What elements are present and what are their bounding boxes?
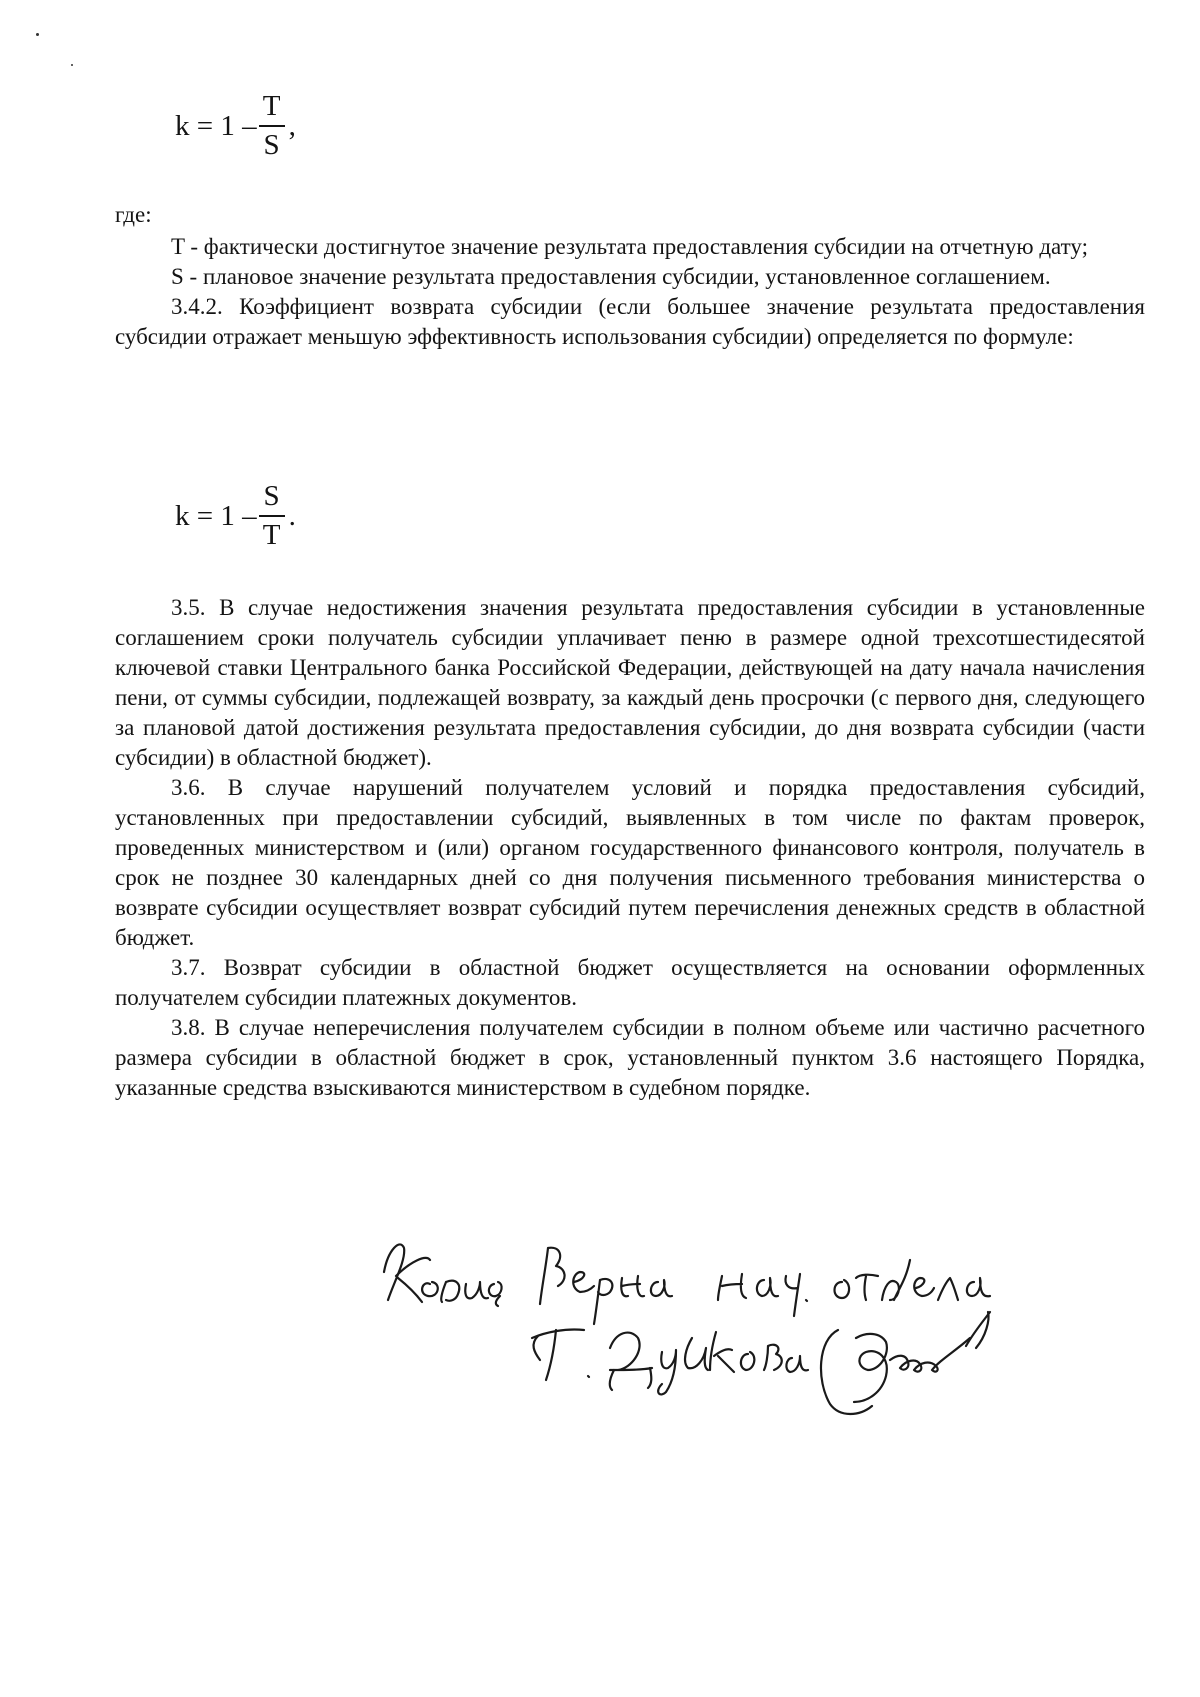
formula-1-fraction (259, 92, 285, 160)
formula-2 (175, 482, 296, 550)
clause-3-5: 3.5. В случае недостижения значения результата предоставления субсидии в установленные соглашением сроки получатель субсидии уплачивает пеню в размере одной трехсотшестидесятой ключевой ставки Центрального банка Российской Федерации, действующей на дату начала начисления пени, от суммы субсидии, подлежащей возврату, за каждый день просрочки (с первого дня, следующего за плановой датой достижения результата предоставления субсидии, до дня возврата субсидии (части субсидии) в областной бюджет). (115, 595, 1145, 770)
clause-3-6: 3.6. В случае нарушений получателем условий и порядка предоставления субсидий, установленных при предоставлении субсидий, выявленных в том числе по фактам проверок, проведенных министерством и (или) органом государственного финансового контроля, получатель в срок не позднее 30 календарных дней со дня получения письменного требования министерства о возврате субсидии осуществляет возврат субсидий путем перечисления денежных средств в областной бюджет. (115, 775, 1145, 950)
definitions-block (115, 232, 1145, 352)
formula-2-fraction (259, 482, 285, 550)
scan-speck (71, 64, 73, 66)
where-label: где: (115, 202, 152, 227)
paragraphs-block (115, 593, 1145, 1103)
definition-s: S - плановое значение результата предоставления субсидии, установленное соглашением. (171, 264, 1051, 289)
formula-1-punctuation: , (288, 109, 296, 142)
formula-2-numerator: S (263, 480, 280, 512)
scan-speck (36, 33, 39, 36)
definition-t: T - фактически достигнутое значение результата предоставления субсидии на отчетную дату; (171, 234, 1088, 259)
formula-1-numerator: T (262, 90, 281, 122)
formula-1 (175, 92, 296, 160)
formula-1-lhs: k = 1 – (175, 109, 257, 142)
formula-2-denominator: T (262, 519, 281, 551)
formula-1-denominator: S (263, 129, 280, 161)
clause-3-7: 3.7. Возврат субсидии в областной бюджет осуществляется на основании оформленных получателем субсидии платежных документов. (115, 955, 1145, 1010)
formula-2-punctuation: . (288, 499, 296, 532)
formula-2-lhs: k = 1 – (175, 499, 257, 532)
clause-3-8: 3.8. В случае неперечисления получателем субсидии в полном объеме или частично расчетного размера субсидии в областной бюджет в срок, установленный пунктом 3.6 настоящего Порядка, указанные средства взыскиваются министерством в судебном порядке. (115, 1015, 1145, 1100)
handwritten-certification-signature (370, 1220, 1010, 1420)
clause-3-4-2: 3.4.2. Коэффициент возврата субсидии (если большее значение результата предоставления субсидии отражает меньшую эффективность использования субсидии) определяется по формуле: (115, 294, 1145, 349)
